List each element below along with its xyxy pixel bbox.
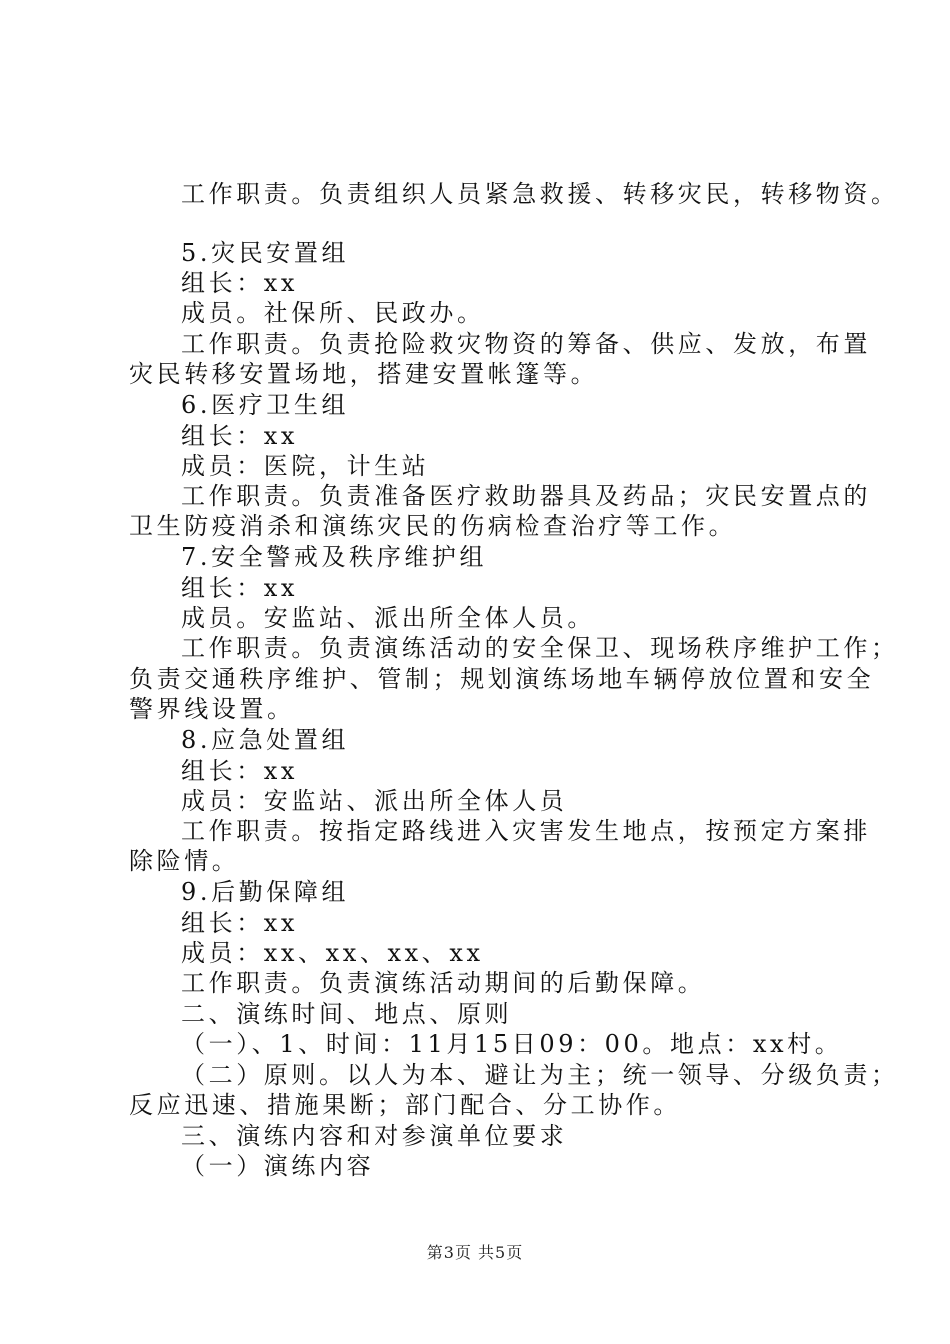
text-line: 工作职责。负责演练活动期间的后勤保障。	[181, 969, 706, 997]
text-line: 反应迅速、措施果断；部门配合、分工协作。	[129, 1091, 681, 1119]
section-heading: 二、演练时间、地点、原则	[181, 1000, 513, 1028]
page-number: 第3页 共5页	[426, 1243, 524, 1262]
section-heading: 6.医疗卫生组	[181, 391, 350, 419]
text-line: 成员：安监站、派出所全体人员	[181, 787, 568, 815]
text-line: 组长：xx	[181, 422, 299, 450]
text-line: 组长：xx	[181, 269, 299, 297]
text-line: 负责交通秩序维护、管制；规划演练场地车辆停放位置和安全	[129, 665, 875, 693]
text-line: 除险情。	[129, 847, 240, 875]
text-line: 灾民转移安置场地，搭建安置帐篷等。	[129, 360, 599, 388]
text-line: 组长：xx	[181, 574, 299, 602]
section-heading: 5.灾民安置组	[181, 239, 350, 267]
text-line: 成员。社保所、民政办。	[181, 299, 485, 327]
text-line: 卫生防疫消杀和演练灾民的伤病检查治疗等工作。	[129, 512, 737, 540]
text-line: （二）原则。以人为本、避让为主；统一领导、分级负责；	[181, 1061, 899, 1089]
text-line: 组长：xx	[181, 909, 299, 937]
text-line: 成员。安监站、派出所全体人员。	[181, 604, 595, 632]
text-line: 工作职责。负责组织人员紧急救援、转移灾民，转移物资。	[181, 180, 899, 208]
text-line: 工作职责。负责准备医疗救助器具及药品；灾民安置点的	[181, 482, 871, 510]
text-line: 工作职责。负责演练活动的安全保卫、现场秩序维护工作；	[181, 634, 899, 662]
section-heading: 9.后勤保障组	[181, 878, 350, 906]
text-line: （一）演练内容	[181, 1152, 375, 1180]
text-line: 成员：医院，计生站	[181, 452, 430, 480]
text-line: 成员：xx、xx、xx、xx	[181, 939, 484, 967]
text-line: 工作职责。按指定路线进入灾害发生地点，按预定方案排	[181, 817, 871, 845]
text-line: 警界线设置。	[129, 695, 295, 723]
section-heading: 7.安全警戒及秩序维护组	[181, 543, 488, 571]
section-heading: 8.应急处置组	[181, 726, 350, 754]
text-line: 组长：xx	[181, 757, 299, 785]
text-line: 工作职责。负责抢险救灾物资的筹备、供应、发放，布置	[181, 330, 871, 358]
section-heading: 三、演练内容和对参演单位要求	[181, 1122, 568, 1150]
text-line: （一）、1、时间：11月15日09：00。地点：xx村。	[181, 1030, 843, 1058]
